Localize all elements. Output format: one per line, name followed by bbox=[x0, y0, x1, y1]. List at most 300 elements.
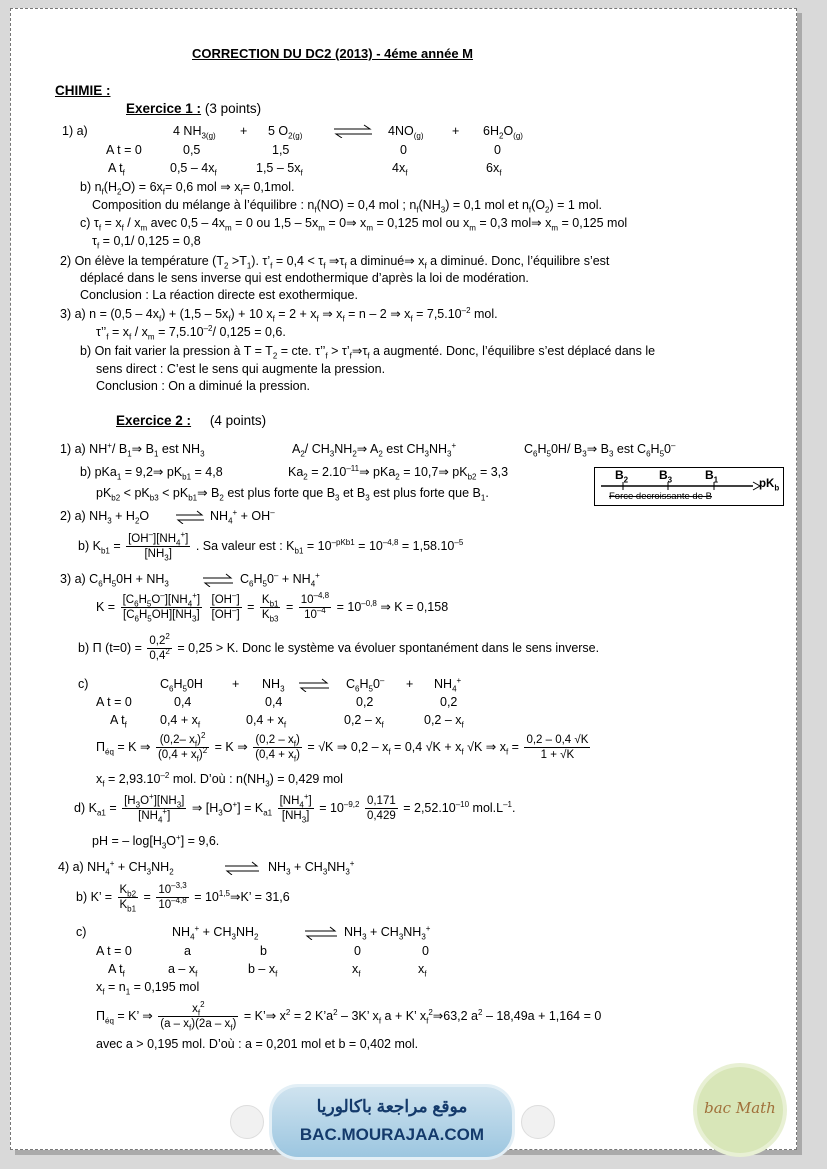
t: = 0,3 mol⇒ x bbox=[479, 216, 552, 230]
t: ) = 0,1 mol et n bbox=[445, 198, 529, 212]
ratio-fraction: $\frac{[NH_4^+]}{[NH_3]}$ bbox=[279, 792, 312, 825]
t: 0,2 bbox=[149, 635, 166, 648]
t: x bbox=[96, 772, 103, 786]
t: . bbox=[512, 801, 516, 815]
ex1-q2-line1: 2) On élève la température $(T_2 >T_1)$. $\tau’_f = 0,4 < \tau_f$ $\Rightarrow\tau_f$ a diminué⇒ $x_f$ a diminué. Donc, l’équilibre s’est bbox=[60, 254, 610, 271]
t: = 0,6 mol ⇒ x bbox=[165, 180, 241, 194]
t: = 0,1/ 0,125 = 0,8 bbox=[102, 234, 201, 248]
t: NH bbox=[344, 925, 363, 939]
logo-text: bac Math bbox=[704, 1099, 776, 1117]
t: B bbox=[659, 468, 668, 482]
plus-sign: + bbox=[232, 677, 240, 691]
t: = n – 2 ⇒ x bbox=[344, 307, 411, 321]
t: O bbox=[139, 509, 150, 523]
ex1-t0-v2: 0 bbox=[400, 143, 407, 157]
t: = 10,7⇒ pK bbox=[399, 465, 468, 479]
t: ⇒ x bbox=[318, 307, 343, 321]
ex2-q3c-tf-v3: $0,2 - x_f$ bbox=[424, 713, 464, 730]
k-fraction-1: $\frac{[C_6H_5O^-][NH_4^+]}{[C_6H_5OH][NH_3]}$ bbox=[122, 591, 201, 624]
t: = 0,25 > K. Donc le système va évoluer spontanément dans le sens inverse. bbox=[177, 641, 600, 655]
ex2-q2b: b) $K_{b1}$ = $\frac{[OH^-][NH_4^+]}{[NH_3]}$ . Sa valeur est : $K_{b1} = 10^{-pKb1} = 10^{-4,8} = 1,58.10^{-5}$ bbox=[78, 530, 464, 563]
t: = 0⇒ x bbox=[328, 216, 367, 230]
t: C bbox=[524, 442, 534, 456]
t: NH bbox=[262, 677, 281, 691]
t: –1 bbox=[503, 799, 513, 809]
t: pK bbox=[759, 478, 775, 490]
t: ). τ’ bbox=[251, 254, 271, 268]
t: 3) a) n = (0,5 – 4x bbox=[60, 307, 160, 321]
ex2-q3c-tf-v0: $0,4 + x_f$ bbox=[160, 713, 201, 730]
t: ⇒ B bbox=[131, 442, 154, 456]
t: ) = 1 mol. bbox=[549, 198, 602, 212]
t: –5 bbox=[454, 537, 464, 547]
ex2-q4c-tf-v3: $x_f$ bbox=[418, 962, 427, 979]
t: B bbox=[615, 468, 624, 482]
t: ][NH bbox=[153, 533, 177, 546]
t: ⇒ pKa bbox=[359, 465, 396, 479]
t: 0H/ B bbox=[550, 442, 583, 456]
t: NH bbox=[235, 925, 255, 939]
ex2-q3a: 3) a) $C_6H_50H + NH_3$ bbox=[60, 572, 169, 589]
ex2-q3c-tf: A $t_f$ bbox=[110, 713, 127, 730]
t: + CH bbox=[290, 860, 323, 874]
t: B bbox=[705, 468, 714, 482]
t: H bbox=[359, 677, 369, 691]
t: a diminué⇒ x bbox=[346, 254, 425, 268]
t: NH bbox=[151, 860, 170, 874]
t: + OH bbox=[237, 509, 271, 523]
t: –10 bbox=[455, 799, 470, 809]
ex2-q3c-r2: $NH_3$ bbox=[262, 677, 285, 694]
t: pK bbox=[96, 486, 112, 500]
t: A bbox=[292, 442, 301, 456]
scale-arrow-icon bbox=[601, 481, 761, 491]
equilibrium-arrows-icon bbox=[175, 510, 205, 524]
t: + H bbox=[111, 509, 135, 523]
ex2-q4c-t0-v2: 0 bbox=[354, 944, 361, 958]
t: a + K’ x bbox=[381, 1009, 427, 1023]
t: + CH bbox=[366, 925, 399, 939]
ex1-t0-label: A t = 0 bbox=[106, 143, 142, 157]
kprime-fraction-1: $\frac{K_{b2}}{K_{b1}}$ bbox=[119, 884, 137, 914]
ex2-q4a-products: $NH_3 + CH_3NH_3^+$ bbox=[268, 858, 355, 877]
ex2-q1b-line2: $pK_{b2} < pK_{b3}$ < $pK_{b1}\Rightarrow$ $B_2$ est plus forte que $B_3$ et $B_3$ est plus forte que $B_1$. bbox=[96, 486, 489, 503]
t: = 3,3 bbox=[476, 465, 509, 479]
t: Composition du mélange à l’équilibre : n bbox=[92, 198, 315, 212]
page-title: CORRECTION DU DC2 (2013) - 4éme année M bbox=[192, 46, 474, 61]
box-b1: $B_1$ bbox=[705, 468, 719, 485]
ex1-tf-v3-text: 6x bbox=[486, 161, 500, 175]
ex1-q1c: c) $\tau_f = x_f / x_m$ avec $0,5 - 4x_m = 0$ ou $1,5 - 5x_m$ = 0⇒ $x_m = 0,125$ mol ou $x_m = 0,3$ mol⇒ $x_m = 0,125$ mol bbox=[80, 216, 628, 233]
t: b) pKa bbox=[80, 465, 117, 479]
t: –11 bbox=[346, 463, 360, 473]
t: ) + 10 x bbox=[230, 307, 273, 321]
t: C bbox=[240, 572, 250, 586]
t: x bbox=[96, 980, 103, 994]
ex1-q1b: b) $n_f(H_2O) = 6x_f= 0,6$ mol ⇒ $x_f= 0,1mol$. bbox=[80, 180, 295, 197]
t: NH bbox=[172, 925, 191, 939]
t: x bbox=[352, 962, 359, 976]
t: = 0,195 mol bbox=[130, 980, 200, 994]
t: = 0,4 < τ bbox=[275, 254, 324, 268]
t: τ bbox=[92, 234, 97, 248]
t: = 2 K’a bbox=[290, 1009, 334, 1023]
t: = x bbox=[104, 216, 122, 230]
k-fraction-3: $\frac{K_{b1}}{K_{b3}}$ bbox=[261, 594, 279, 624]
ex1-tf-v2: $4x_f$ bbox=[392, 161, 408, 178]
ex1-tf-label: A $t_f$ bbox=[108, 161, 125, 178]
ex2-q4c-tf-v0: a – $x_f$ bbox=[168, 962, 198, 979]
ex2-q1a-part3: $C_6H_50H/$ $B_3\Rightarrow$ $B_3$ est $C_6H_50^-$ bbox=[524, 440, 676, 459]
t: ⇒K’ = 31,6 bbox=[230, 890, 290, 904]
ex2-ph: pH = – $\log[H_3O^+] = 9,6$. bbox=[92, 832, 220, 851]
ex1-q2-conclusion: Conclusion : La réaction directe est exothermique. bbox=[80, 288, 358, 302]
t: = 10 bbox=[319, 801, 344, 815]
ex2-q1b-part1: b) pKa$_1$ = 9,2⇒ $pK_{b1} = 4,8$ bbox=[80, 465, 223, 482]
t: + CH bbox=[199, 925, 232, 939]
ex1-product1: $4NO_{(g)}$ bbox=[388, 124, 424, 141]
ex1-reactant1: 4 $NH_{3(g)}$ bbox=[173, 124, 216, 141]
ex2-q3c-tf-v1: $0,4 + x_f$ bbox=[246, 713, 287, 730]
conc-fraction: $\frac{0,171}{0,429}$ bbox=[366, 795, 396, 823]
ex2-heading bbox=[116, 413, 266, 428]
t: NH bbox=[428, 442, 448, 456]
t: 2) On élève la température (T bbox=[60, 254, 224, 268]
t: Π bbox=[96, 740, 106, 754]
t: – 3K’ x bbox=[337, 1009, 379, 1023]
ex2-q3c-tf-v2: $0,2 - x_f$ bbox=[344, 713, 384, 730]
t: = 9,6. bbox=[184, 834, 220, 848]
ex1-t0-v1: 1,5 bbox=[272, 143, 290, 157]
t: A t bbox=[108, 962, 123, 976]
ex2-q4c-tf-v2: $x_f$ bbox=[352, 962, 361, 979]
kb1-fraction: $\frac{[OH^-][NH_4^+]}{[NH_3]}$ bbox=[128, 530, 189, 563]
t: –2 bbox=[203, 323, 213, 333]
ex1-tf-v1-text: 1,5 – 5x bbox=[256, 161, 301, 175]
ex2-q4c-t0: A t = 0 bbox=[96, 944, 132, 958]
t: 0H bbox=[186, 677, 203, 691]
ex1-title: Exercice 1 : bbox=[126, 101, 202, 116]
ex1-heading bbox=[126, 101, 261, 116]
t: = 4,8 bbox=[191, 465, 223, 479]
t: ) + (1,5 – 5x bbox=[161, 307, 229, 321]
t: – 18,49a + 1,164 = 0 bbox=[482, 1009, 602, 1023]
t: [OH bbox=[128, 533, 149, 546]
pieq-fraction-2: $\frac{(0,2 - x_f)}{(0,4 + x_f)}$ bbox=[255, 734, 300, 764]
t: / B bbox=[111, 442, 128, 456]
ex2-q4c-products: $NH_3 + CH_3NH_3^+$ bbox=[344, 923, 431, 942]
ex1-points: (3 points) bbox=[204, 101, 262, 116]
plus-sign: + bbox=[406, 677, 414, 691]
k-fraction-4: $\frac{10^{-4,8}}{10^{-4}}$ bbox=[300, 591, 330, 622]
t: est plus forte que B bbox=[369, 486, 481, 500]
t: Π bbox=[96, 1009, 106, 1023]
t: < pK bbox=[120, 486, 150, 500]
ex1-t0-v3: 0 bbox=[494, 143, 501, 157]
t: –pKb1 bbox=[331, 537, 355, 547]
t: 0,4 bbox=[149, 650, 166, 663]
t: NH bbox=[327, 860, 346, 874]
xf-fraction: $\frac{0,2 - 0,4 √K}{1 + √K}$ bbox=[526, 734, 589, 762]
t: = bbox=[109, 539, 121, 553]
equilibrium-arrows-icon bbox=[202, 573, 234, 587]
t: b) Π (t=0) = bbox=[78, 641, 142, 655]
ex1-q3b: b) On fait varier la pression à $T = T_2$ = cte. $\tau’’_f$ > $\tau’_f\Rightarrow\tau_f$ a augmenté. Donc, l’équilibre s’est déplacé dans le bbox=[80, 344, 656, 361]
t: = x bbox=[108, 325, 130, 339]
ex2-q3c-t0-v1: 0,4 bbox=[265, 695, 283, 709]
ex1-reactant2: 5 $O_{2(g)}$ bbox=[268, 124, 303, 141]
t: = 7,5.10 bbox=[154, 325, 204, 339]
ex2-q3c-p1: $C_6H_50^-$ bbox=[346, 675, 385, 694]
t: ] bbox=[185, 533, 189, 546]
t: = 0 ou 1,5 – 5x bbox=[235, 216, 319, 230]
ex2-q3c-p2: $NH_4^+$ bbox=[434, 675, 462, 694]
t: 0 bbox=[266, 572, 274, 586]
t: b) n bbox=[80, 180, 102, 194]
t: et B bbox=[339, 486, 366, 500]
banner-site: BAC.MOURAJAA.COM bbox=[299, 1125, 485, 1144]
site-banner[interactable] bbox=[272, 1087, 512, 1157]
ex1-o2: 5 O bbox=[268, 124, 289, 138]
t: = n bbox=[104, 980, 126, 994]
section-chimie: CHIMIE : bbox=[55, 83, 111, 98]
t: –0,8 bbox=[361, 598, 377, 608]
ex1-tf-text: A t bbox=[108, 161, 123, 175]
t: = 7,5.10 bbox=[412, 307, 462, 321]
t: τ’’ bbox=[96, 325, 107, 339]
t: = K’ ⇒ bbox=[113, 1009, 153, 1023]
t: >T bbox=[228, 254, 247, 268]
t: (O bbox=[531, 198, 546, 212]
t: A t bbox=[110, 713, 125, 727]
ex2-q4a: 4) a) $NH_4^+ + CH_3NH_2$ bbox=[58, 858, 174, 877]
t: = K’⇒ x bbox=[243, 1009, 286, 1023]
t: 0,2 – x bbox=[344, 713, 382, 727]
t: ] bbox=[168, 548, 172, 561]
ex2-q4c-t0-v0: a bbox=[184, 944, 191, 958]
t: = bbox=[105, 801, 117, 815]
ex2-q4c-tf: A $t_f$ bbox=[108, 962, 125, 979]
ex1-h2o: 6H bbox=[483, 124, 499, 138]
t: mol. D’où : n(NH bbox=[169, 772, 266, 786]
ex2-q1a-part2: $A_2/$ $CH_3NH_2\Rightarrow$ $A_2$ est $CH_3NH_3^+$ bbox=[292, 440, 457, 459]
seal-logo-right bbox=[521, 1105, 555, 1139]
ex2-q3a-products: $C_6H_50^- + NH_4^+$ bbox=[240, 570, 320, 589]
t: –2 bbox=[461, 305, 471, 315]
t: 0H + NH bbox=[116, 572, 165, 586]
t: = 10 bbox=[303, 539, 332, 553]
k-fraction-2: $\frac{[OH^-]}{[OH^-]}$ bbox=[211, 591, 240, 622]
t: b – x bbox=[248, 962, 276, 976]
t: NH bbox=[210, 509, 229, 523]
ex1-t0-v0: 0,5 bbox=[183, 143, 201, 157]
ex2-q3c-r1: $C_6H_50H$ bbox=[160, 677, 203, 694]
ex2-q4c-label: c) bbox=[76, 925, 87, 939]
t: 3) a) C bbox=[60, 572, 99, 586]
ex2-q3c-xf: $x_f = 2,93.10^{-2}$ mol. D’où : $n(NH_3) = 0,429$ mol bbox=[96, 770, 343, 789]
t: b) K bbox=[78, 539, 101, 553]
t: ⇒63,2 a bbox=[432, 1009, 479, 1023]
t: mol.L bbox=[469, 801, 504, 815]
t: = cte. τ’’ bbox=[277, 344, 326, 358]
t: a augmenté. Donc, l’équilibre s’est déplacé dans le bbox=[369, 344, 656, 358]
t: (H bbox=[103, 180, 117, 194]
ex2-q3c-t0: A t = 0 bbox=[96, 695, 132, 709]
ex1-q3b-line2: sens direct : C’est le sens qui augmente la pression. bbox=[96, 362, 386, 376]
t: d) K bbox=[74, 801, 97, 815]
t: = 2,52.10 bbox=[403, 801, 456, 815]
t: 0,4 + x bbox=[160, 713, 198, 727]
ex1-q3b-conclusion: Conclusion : On a diminué la pression. bbox=[96, 379, 311, 393]
t: H bbox=[173, 677, 183, 691]
t: 4) a) NH bbox=[58, 860, 106, 874]
ex1-tf-v3: $6x_f$ bbox=[486, 161, 502, 178]
t: a – x bbox=[168, 962, 196, 976]
ex2-q3d: d) $K_{a1}$ = $\frac{[H_3O^+][NH_3]}{[NH_4^+]}$ ⇒ $[H_3O^+] = K_{a1}$ $\frac{[NH_4^+]}{[NH_3]}$ = $10^{-9,2}$ $\frac{0,171}{0,429}$ = $2,52.10^{-10}$ $mol.L^{-1}$. bbox=[74, 792, 516, 825]
t: pH = – log bbox=[92, 834, 150, 848]
t: avec 0,5 – 4x bbox=[150, 216, 226, 230]
t: = 2 + x bbox=[274, 307, 317, 321]
t: b) K’ = bbox=[76, 890, 113, 904]
box-pkb: $pK_b$ bbox=[759, 478, 780, 493]
ex1-q2-line2: déplacé dans le sens inverse qui est endothermique d’après la loi de modération. bbox=[80, 271, 529, 285]
t: . bbox=[485, 486, 489, 500]
t: ⇒ B bbox=[197, 486, 220, 500]
t: K = bbox=[96, 600, 116, 614]
t: . Sa valeur est : K bbox=[195, 539, 295, 553]
q4-pieq-fraction: $\frac{x_f^2}{(a - x_f)(2a - x_f)}$ bbox=[160, 1000, 237, 1033]
t: 0,4 + x bbox=[246, 713, 284, 727]
plus-sign: + bbox=[240, 124, 248, 138]
box-b2: $B_2$ bbox=[615, 468, 629, 485]
t: mol. bbox=[470, 307, 498, 321]
t: / CH bbox=[304, 442, 330, 456]
t: 1,5 bbox=[218, 888, 230, 898]
ex2-q4c-reactants: $NH_4^+ + CH_3NH_2$ bbox=[172, 923, 259, 942]
ex2-q3b bbox=[78, 632, 599, 666]
t: b) On fait varier la pression à T = T bbox=[80, 344, 273, 358]
t: ) = 0,429 mol bbox=[269, 772, 343, 786]
ex2-q3c-t0-v2: 0,2 bbox=[356, 695, 374, 709]
t: H bbox=[537, 442, 547, 456]
ex1-tf-v2-text: 4x bbox=[392, 161, 406, 175]
t: = 0,1mol. bbox=[242, 180, 295, 194]
ex2-q4c-pieq: $\Pi_{éq} = K$’ ⇒ $\frac{x_f^2}{(a - x_f)(2a - x_f)}$ = K’⇒ $x^2 = 2$ $K’a^2 - 3K$’ $x_f$ a + K’ $x_f^2\Rightarrow 63,2$ $a^2 - 18,49a + 1,164 = 0$ bbox=[96, 1000, 602, 1033]
t: = 0,125 mol ou x bbox=[376, 216, 470, 230]
bac-math-logo bbox=[697, 1067, 783, 1153]
ex1-q3a: 3) a) $n = (0,5 - 4x_f) + (1,5 - 5x_f) + 10$ $x_f = 2 + x_f$ ⇒ $x_f = n - 2$ ⇒ $x_f = 7,5.10^{-2}$ mol. bbox=[60, 305, 498, 324]
ex1-tf-v0: $0,5 - 4x_f$ bbox=[170, 161, 217, 178]
t: NH bbox=[334, 442, 353, 456]
t: c) τ bbox=[80, 216, 99, 230]
ex1-q1a-label: 1) a) bbox=[62, 124, 88, 138]
t: [NH bbox=[144, 548, 165, 561]
kprime-fraction-2: $\frac{10^{-3,3}}{10^{-4,8}}$ bbox=[158, 881, 187, 912]
t: Ka bbox=[288, 465, 304, 479]
t: C bbox=[160, 677, 170, 691]
t: (NH bbox=[418, 198, 441, 212]
t: –2 bbox=[160, 770, 170, 780]
ex2-q4b: b) K’ = $\frac{K_{b2}}{K_{b1}}$ = $\frac{10^{-3,3}}{10^{-4,8}}$ = $10^{1,5}\Rightarrow K$’ = 31,6 bbox=[76, 881, 290, 914]
t: = K ⇒ bbox=[113, 740, 151, 754]
t: H bbox=[650, 442, 660, 456]
t: = 10 bbox=[194, 890, 219, 904]
t: est CH bbox=[382, 442, 425, 456]
equilibrium-arrows-icon bbox=[298, 678, 330, 692]
box-b3: $B_3$ bbox=[659, 468, 673, 485]
t: = 9,2⇒ pK bbox=[121, 465, 183, 479]
ex2-title: Exercice 2 : bbox=[116, 413, 192, 428]
banner-arabic: موقع مراجعة باكالوريا bbox=[316, 1097, 468, 1116]
t: (NO) = 0,4 mol ; n bbox=[316, 198, 417, 212]
t: est NH bbox=[158, 442, 201, 456]
t: / x bbox=[127, 216, 141, 230]
ex2-q1a-part1: 1) a) NH+/ $B_1\Rightarrow$ $B_1$ est $NH_3$ bbox=[60, 440, 205, 459]
ex2-q4c-t0-v1: b bbox=[260, 944, 267, 958]
t: –4,8 bbox=[382, 537, 399, 547]
t: ⇒ B bbox=[586, 442, 609, 456]
seal-logo-left bbox=[230, 1105, 264, 1139]
t: H bbox=[102, 572, 112, 586]
ex2-q3c-label: c) bbox=[78, 677, 89, 691]
t: ⇒ A bbox=[356, 442, 379, 456]
t: 0,2 – x bbox=[424, 713, 462, 727]
t: 0 bbox=[664, 442, 671, 456]
t: x bbox=[418, 962, 425, 976]
t: = 2,93.10 bbox=[104, 772, 161, 786]
t: ⇒τ bbox=[351, 344, 368, 358]
t: 1) a) NH bbox=[60, 442, 108, 456]
plus-sign: + bbox=[452, 124, 460, 138]
t: > τ’ bbox=[327, 344, 350, 358]
t: + CH bbox=[114, 860, 147, 874]
t: = 0,125 mol bbox=[561, 216, 628, 230]
t: 2) a) NH bbox=[60, 509, 108, 523]
ex1-composition: Composition du mélange à l’équilibre : $n_f(NO) = 0,4$ mol ; $n_f(NH_3) = 0,1$ mol et $n_f(O_2) = 1$ mol. bbox=[92, 198, 602, 215]
t: 0 bbox=[372, 677, 380, 691]
t: O) = 6x bbox=[121, 180, 163, 194]
pieq-fraction-1: $\frac{(0,2- x_f)^2}{(0,4 + x_f)^2}$ bbox=[157, 731, 208, 764]
t: / x bbox=[131, 325, 148, 339]
ex2-points: (4 points) bbox=[209, 413, 267, 428]
ex2-q4c-xf: $x_f = n_1 = 0,195$ mol bbox=[96, 980, 200, 997]
ex1-q3a-tau: $\tau’’_f = x_f / x_m = 7,5.10^{-2}/$ 0,125 = 0,6. bbox=[96, 323, 286, 342]
ex1-nh3: 4 NH bbox=[173, 124, 202, 138]
ex2-q3c-t0-v0: 0,4 bbox=[174, 695, 192, 709]
pi-fraction: $\frac{0,2^2}{0,4^2}$ bbox=[149, 632, 170, 663]
ex2-q2a: 2) a) $NH_3 + H_2O$ bbox=[60, 509, 150, 526]
ex2-q3c-t0-v3: 0,2 bbox=[440, 695, 458, 709]
box-label: Force decroissante de B bbox=[609, 491, 712, 502]
pkb-scale-box bbox=[594, 467, 784, 506]
t: H bbox=[253, 572, 263, 586]
t: NH bbox=[268, 860, 287, 874]
ex1-no: 4NO bbox=[388, 124, 414, 138]
ex1-tf-v0-text: 0,5 – 4x bbox=[170, 161, 215, 175]
t: = 10 bbox=[336, 600, 362, 614]
t: ⇒τ bbox=[328, 254, 345, 268]
t: ⇒ K = 0,158 bbox=[376, 600, 449, 614]
ex1-tau: $\tau_f = 0,1/$ 0,125 = 0,8 bbox=[92, 234, 201, 251]
ex2-q3c-pieq: $\Pi_{éq} = K$ ⇒ $\frac{(0,2- x_f)^2}{(0,4 + x_f)^2}$ = K ⇒ $\frac{(0,2 - x_f)}{(0,4 + x_f)}$ = √K ⇒ $0,2 - x_f = 0,4$ $√K + x_f$ √K ⇒ $x_f$ = $\frac{0,2 - 0,4 √K}{1 + √K}$ bbox=[96, 731, 589, 764]
t: / 0,125 = 0,6. bbox=[212, 325, 286, 339]
ex2-q1b-part2: $Ka_2$ = $2.10^{-11}\Rightarrow$ pKa$_2$ = 10,7⇒ $pK_{b2} = 3,3$ bbox=[288, 463, 509, 482]
t: est plus forte que B bbox=[223, 486, 336, 500]
t: NH bbox=[403, 925, 422, 939]
t: –9,2 bbox=[343, 799, 360, 809]
ex1-product2: $6H_2O_{(g)}$ bbox=[483, 124, 523, 141]
ka1-fraction: $\frac{[H_3O^+][NH_3]}{[NH_4^+]}$ bbox=[124, 792, 185, 825]
